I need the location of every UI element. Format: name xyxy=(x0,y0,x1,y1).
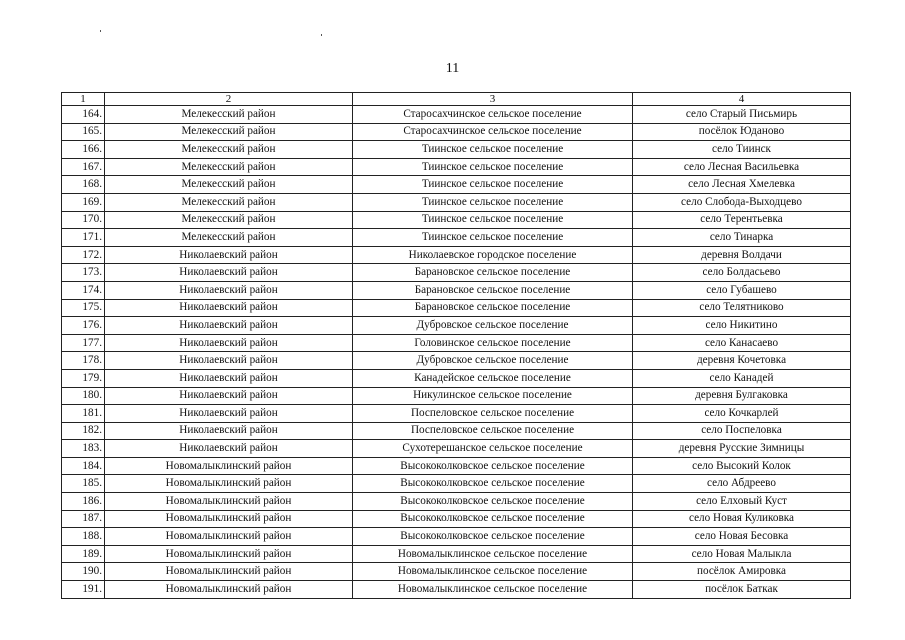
table-row xyxy=(62,281,851,299)
district-cell: Николаевский район xyxy=(105,299,353,317)
locality-cell: село Терентьевка xyxy=(633,211,851,229)
locality-cell: деревня Булгаковка xyxy=(633,387,851,405)
table-body xyxy=(62,106,851,599)
row-number-cell: 189. xyxy=(62,545,105,563)
locality-cell: деревня Русские Зимницы xyxy=(633,440,851,458)
settlement-cell: Высококолковское сельское поселение xyxy=(353,528,633,546)
table-row xyxy=(62,493,851,511)
locality-cell: село Елховый Куст xyxy=(633,493,851,511)
table-row xyxy=(62,422,851,440)
row-number-cell: 167. xyxy=(62,158,105,176)
table-row xyxy=(62,158,851,176)
row-number-cell: 177. xyxy=(62,334,105,352)
table-header-row xyxy=(62,93,851,106)
column-header: 4 xyxy=(633,93,851,106)
locality-cell: село Кочкарлей xyxy=(633,405,851,423)
locality-cell: село Слобода-Выходцево xyxy=(633,193,851,211)
locality-cell: село Новая Малыкла xyxy=(633,545,851,563)
settlement-cell: Тиинское сельское поселение xyxy=(353,141,633,159)
scan-speck xyxy=(321,34,322,36)
settlement-cell: Поспеловское сельское поселение xyxy=(353,405,633,423)
settlement-cell: Барановское сельское поселение xyxy=(353,281,633,299)
district-cell: Новомалыклинский район xyxy=(105,563,353,581)
row-number-cell: 179. xyxy=(62,369,105,387)
column-header: 3 xyxy=(353,93,633,106)
locality-cell: село Лесная Васильевка xyxy=(633,158,851,176)
row-number-cell: 185. xyxy=(62,475,105,493)
table-row xyxy=(62,510,851,528)
table-row xyxy=(62,264,851,282)
table-row xyxy=(62,475,851,493)
locality-cell: село Абдреево xyxy=(633,475,851,493)
district-cell: Николаевский район xyxy=(105,440,353,458)
row-number-cell: 168. xyxy=(62,176,105,194)
row-number-cell: 170. xyxy=(62,211,105,229)
district-cell: Николаевский район xyxy=(105,387,353,405)
table-row xyxy=(62,229,851,247)
settlement-cell: Барановское сельское поселение xyxy=(353,264,633,282)
column-header: 1 xyxy=(62,93,105,106)
locality-cell: село Губашево xyxy=(633,281,851,299)
locality-cell: село Старый Письмирь xyxy=(633,106,851,124)
settlement-cell: Высококолковское сельское поселение xyxy=(353,475,633,493)
row-number-cell: 178. xyxy=(62,352,105,370)
district-cell: Николаевский район xyxy=(105,405,353,423)
row-number-cell: 187. xyxy=(62,510,105,528)
settlement-cell: Старосахчинское сельское поселение xyxy=(353,106,633,124)
row-number-cell: 172. xyxy=(62,246,105,264)
table-row xyxy=(62,528,851,546)
district-cell: Мелекесский район xyxy=(105,106,353,124)
row-number-cell: 165. xyxy=(62,123,105,141)
table-row xyxy=(62,581,851,599)
settlement-cell: Барановское сельское поселение xyxy=(353,299,633,317)
row-number-cell: 175. xyxy=(62,299,105,317)
settlement-cell: Никулинское сельское поселение xyxy=(353,387,633,405)
settlement-cell: Тиинское сельское поселение xyxy=(353,158,633,176)
settlement-cell: Тиинское сельское поселение xyxy=(353,211,633,229)
row-number-cell: 171. xyxy=(62,229,105,247)
locality-cell: село Тинарка xyxy=(633,229,851,247)
row-number-cell: 191. xyxy=(62,581,105,599)
page-number: 11 xyxy=(445,61,460,76)
locality-cell: посёлок Юданово xyxy=(633,123,851,141)
district-cell: Мелекесский район xyxy=(105,193,353,211)
locality-cell: село Канадей xyxy=(633,369,851,387)
locality-cell: село Канасаево xyxy=(633,334,851,352)
row-number-cell: 188. xyxy=(62,528,105,546)
row-number-cell: 176. xyxy=(62,317,105,335)
district-cell: Николаевский район xyxy=(105,422,353,440)
table-row xyxy=(62,387,851,405)
locality-cell: село Лесная Хмелевка xyxy=(633,176,851,194)
table-row xyxy=(62,123,851,141)
locality-cell: деревня Кочетовка xyxy=(633,352,851,370)
district-cell: Новомалыклинский район xyxy=(105,545,353,563)
district-cell: Николаевский район xyxy=(105,264,353,282)
row-number-cell: 180. xyxy=(62,387,105,405)
settlement-cell: Тиинское сельское поселение xyxy=(353,176,633,194)
locality-cell: село Высокий Колок xyxy=(633,457,851,475)
table-row xyxy=(62,246,851,264)
table-row xyxy=(62,299,851,317)
district-cell: Николаевский район xyxy=(105,246,353,264)
district-cell: Новомалыклинский район xyxy=(105,457,353,475)
table-row xyxy=(62,440,851,458)
row-number-cell: 186. xyxy=(62,493,105,511)
settlement-cell: Николаевское городское поселение xyxy=(353,246,633,264)
row-number-cell: 182. xyxy=(62,422,105,440)
district-cell: Николаевский район xyxy=(105,352,353,370)
locality-cell: посёлок Баткак xyxy=(633,581,851,599)
table-row xyxy=(62,369,851,387)
settlement-cell: Новомалыклинское сельское поселение xyxy=(353,563,633,581)
settlement-cell: Тиинское сельское поселение xyxy=(353,229,633,247)
row-number-cell: 184. xyxy=(62,457,105,475)
table-row xyxy=(62,141,851,159)
table-row xyxy=(62,106,851,124)
table-row xyxy=(62,457,851,475)
table-row xyxy=(62,317,851,335)
settlement-cell: Высококолковское сельское поселение xyxy=(353,457,633,475)
row-number-cell: 174. xyxy=(62,281,105,299)
locality-cell: посёлок Амировка xyxy=(633,563,851,581)
table-row xyxy=(62,193,851,211)
locality-cell: село Никитино xyxy=(633,317,851,335)
table-row xyxy=(62,211,851,229)
district-cell: Новомалыклинский район xyxy=(105,510,353,528)
district-cell: Новомалыклинский район xyxy=(105,528,353,546)
district-cell: Новомалыклинский район xyxy=(105,493,353,511)
district-cell: Мелекесский район xyxy=(105,158,353,176)
locality-cell: село Тиинск xyxy=(633,141,851,159)
settlement-cell: Новомалыклинское сельское поселение xyxy=(353,581,633,599)
district-cell: Николаевский район xyxy=(105,317,353,335)
locality-cell: село Болдасьево xyxy=(633,264,851,282)
district-cell: Мелекесский район xyxy=(105,123,353,141)
row-number-cell: 183. xyxy=(62,440,105,458)
locality-cell: село Поспеловка xyxy=(633,422,851,440)
table-row xyxy=(62,176,851,194)
row-number-cell: 173. xyxy=(62,264,105,282)
settlement-cell: Дубровское сельское поселение xyxy=(353,352,633,370)
locality-cell: село Новая Бесовка xyxy=(633,528,851,546)
table-row xyxy=(62,334,851,352)
settlement-cell: Тиинское сельское поселение xyxy=(353,193,633,211)
column-header: 2 xyxy=(105,93,353,106)
settlement-cell: Дубровское сельское поселение xyxy=(353,317,633,335)
settlement-cell: Высококолковское сельское поселение xyxy=(353,510,633,528)
settlements-table xyxy=(61,92,851,599)
row-number-cell: 164. xyxy=(62,106,105,124)
settlement-cell: Старосахчинское сельское поселение xyxy=(353,123,633,141)
settlement-cell: Новомалыклинское сельское поселение xyxy=(353,545,633,563)
table-row xyxy=(62,405,851,423)
district-cell: Новомалыклинский район xyxy=(105,475,353,493)
row-number-cell: 166. xyxy=(62,141,105,159)
settlement-cell: Высококолковское сельское поселение xyxy=(353,493,633,511)
district-cell: Мелекесский район xyxy=(105,176,353,194)
district-cell: Мелекесский район xyxy=(105,229,353,247)
settlement-cell: Поспеловское сельское поселение xyxy=(353,422,633,440)
settlement-cell: Головинское сельское поселение xyxy=(353,334,633,352)
table-row xyxy=(62,545,851,563)
row-number-cell: 181. xyxy=(62,405,105,423)
district-cell: Новомалыклинский район xyxy=(105,581,353,599)
settlement-cell: Сухотерешанское сельское поселение xyxy=(353,440,633,458)
district-cell: Мелекесский район xyxy=(105,141,353,159)
locality-cell: село Новая Куликовка xyxy=(633,510,851,528)
table-row xyxy=(62,563,851,581)
district-cell: Мелекесский район xyxy=(105,211,353,229)
table-row xyxy=(62,352,851,370)
scan-speck xyxy=(100,30,101,32)
district-cell: Николаевский район xyxy=(105,281,353,299)
district-cell: Николаевский район xyxy=(105,369,353,387)
row-number-cell: 169. xyxy=(62,193,105,211)
settlement-cell: Канадейское сельское поселение xyxy=(353,369,633,387)
row-number-cell: 190. xyxy=(62,563,105,581)
locality-cell: село Телятниково xyxy=(633,299,851,317)
district-cell: Николаевский район xyxy=(105,334,353,352)
locality-cell: деревня Волдачи xyxy=(633,246,851,264)
